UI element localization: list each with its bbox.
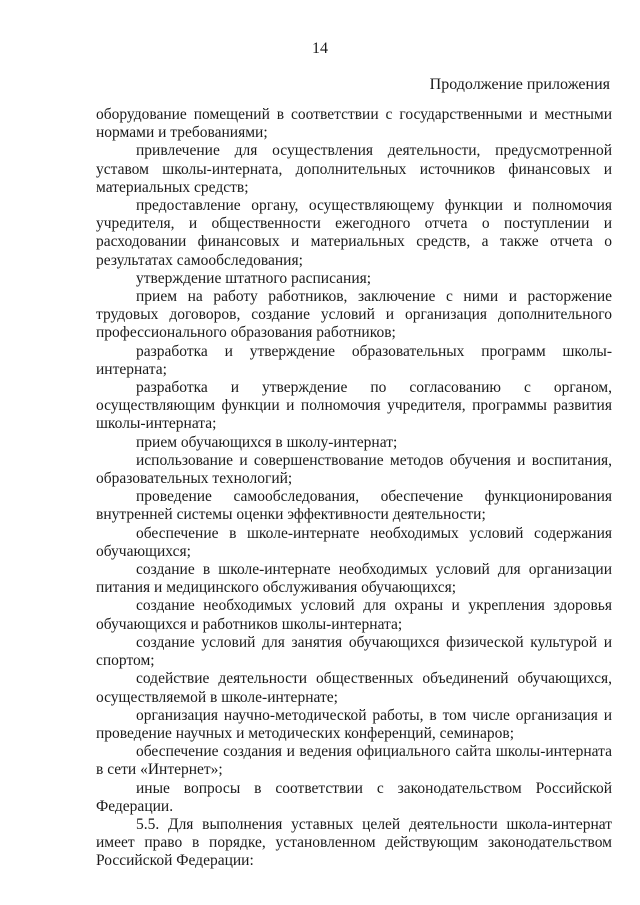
appendix-continuation-header: Продолжение приложения [429,76,610,93]
paragraph: разработка и утверждение образовательных программ школы-интерната; [96,342,612,378]
paragraph: прием обучающихся в школу-интернат; [136,433,398,451]
document-body [96,106,612,871]
paragraph: обеспечение в школе-интернате необходимых условий содержания обучающихся; [96,524,612,560]
paragraph: создание необходимых условий для охраны и укрепления здоровья обучающихся и работников школы-интерната; [96,597,612,633]
paragraph: прием на работу работников, заключение с ними и расторжение трудовых договоров, создание условий и организация дополнительного профессионального образования работников; [96,288,612,342]
paragraph: оборудование помещений в соответствии с государственными и местными нормами и требованиями; [96,106,612,142]
paragraph: обеспечение создания и ведения официального сайта школы-интерната в сети «Интернет»; [96,743,612,779]
paragraph: проведение самообследования, обеспечение функционирования внутренней системы оценки эффективности деятельности; [96,488,612,524]
paragraph: использование и совершенствование методов обучения и воспитания, образовательных технологий; [96,451,612,488]
paragraph: разработка и утверждение по согласованию с органом, осуществляющим функции и полномочия учредителя, программы развития школы-интерната; [96,379,612,433]
paragraph: иные вопросы в соответствии с законодательством Российской Федерации. [96,779,612,815]
page-number: 14 [312,40,328,57]
paragraph: создание в школе-интернате необходимых условий для организации питания и медицинского обслуживания обучающихся; [96,561,612,597]
paragraph: привлечение для осуществления деятельности, предусмотренной уставом школы-интерната, дополнительных источников финансовых и материальных средств; [96,142,612,196]
paragraph: предоставление органу, осуществляющему функции и полномочия учредителя, и общественности ежегодного отчета о поступлении и расходовании финансовых и материальных средств, а также отчета о результатах самообследования; [96,197,612,269]
paragraph: содействие деятельности общественных объединений обучающихся, осуществляемой в школе-интернате; [96,670,612,706]
paragraph: организация научно-методической работы, в том числе организация и проведение научных и методических конференций, семинаров; [96,706,612,742]
paragraph: создание условий для занятия обучающихся физической культурой и спортом; [96,633,612,670]
paragraph: утверждение штатного расписания; [136,269,372,287]
paragraph: 5.5. Для выполнения уставных целей деятельности школа-интернат имеет право в порядке, установленном действующим законодательством Российской Федерации: [96,815,612,870]
